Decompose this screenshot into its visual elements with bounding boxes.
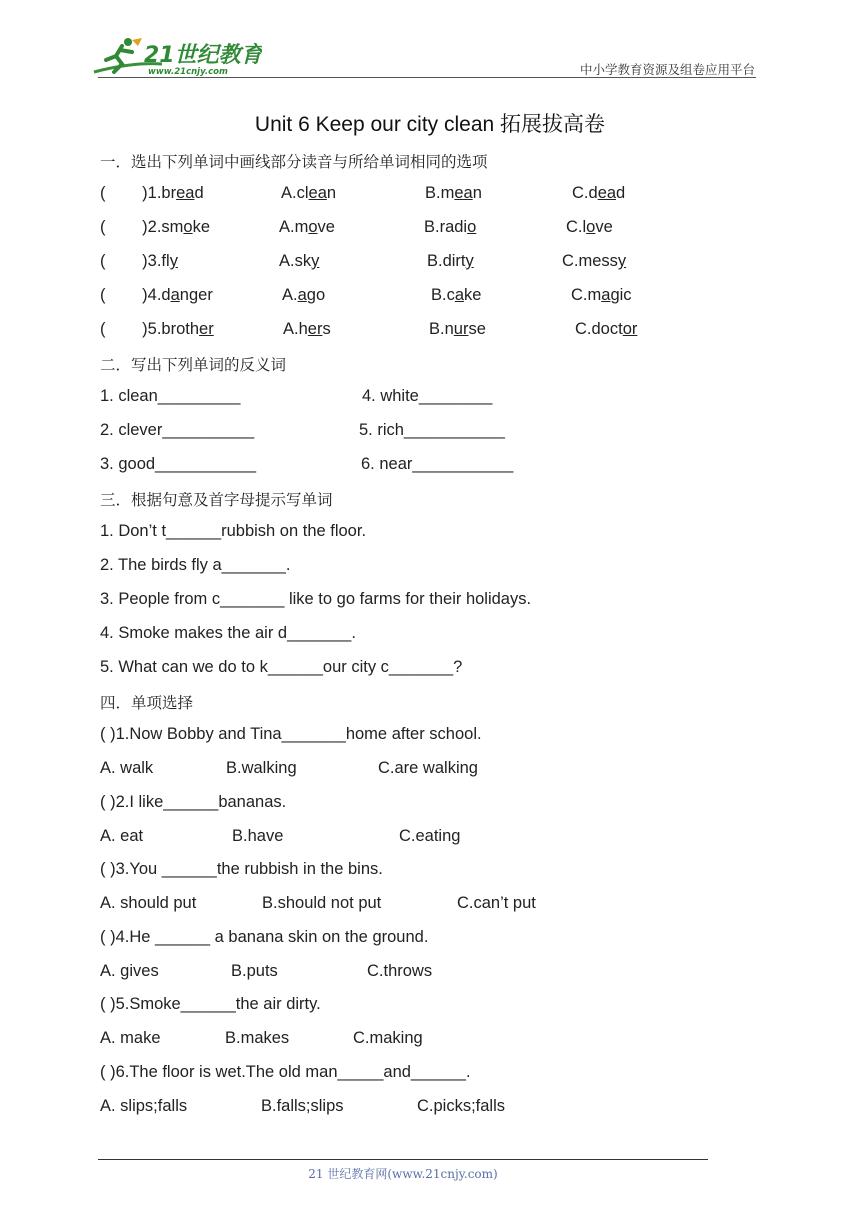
mc-option: A. slips;falls bbox=[100, 1097, 188, 1115]
underlined-letters: o bbox=[586, 218, 596, 236]
mc-option: C.are walking bbox=[378, 759, 478, 777]
underlined-letters: or bbox=[622, 320, 638, 338]
mc-options-row bbox=[0, 962, 860, 986]
fill-in-sentence: 1. Don’t t______rubbish on the floor. bbox=[100, 522, 367, 540]
mc-option: A. eat bbox=[100, 826, 144, 845]
fill-in-sentence: 3. People from c_______ like to go farms for their holidays. bbox=[100, 590, 532, 608]
phonics-option bbox=[429, 320, 486, 339]
word-part: C.mess bbox=[562, 252, 618, 270]
mc-question-row bbox=[0, 725, 860, 749]
fill-in-sentence: 2. The birds fly a_______. bbox=[100, 556, 291, 574]
phonics-row bbox=[0, 252, 860, 276]
phonics-option bbox=[279, 218, 335, 237]
mc-question: ( )6.The floor is wet.The old man_____and______. bbox=[100, 1063, 471, 1081]
word-part: go bbox=[306, 286, 326, 304]
underlined-letters: a bbox=[170, 286, 180, 304]
word-part: ( )3.fl bbox=[100, 252, 170, 270]
word-part: nger bbox=[179, 286, 213, 304]
phonics-question bbox=[100, 184, 204, 203]
fill-in-row bbox=[0, 522, 860, 546]
phonics-row bbox=[0, 184, 860, 208]
antonym-row bbox=[0, 455, 860, 479]
section-heading-4: 四．单项选择 bbox=[100, 694, 194, 712]
phonics-option bbox=[575, 320, 637, 339]
word-part: A.h bbox=[283, 320, 308, 338]
footer-divider bbox=[98, 1159, 708, 1160]
word-part: C.doct bbox=[575, 320, 623, 338]
underlined-letters: o bbox=[308, 218, 318, 236]
mc-options-row bbox=[0, 1097, 860, 1121]
underlined-letters: y bbox=[617, 252, 627, 270]
word-part: d bbox=[194, 184, 204, 202]
underlined-letters: a bbox=[297, 286, 307, 304]
mc-option: A. gives bbox=[100, 961, 159, 980]
antonym-row bbox=[0, 387, 860, 411]
underlined-letters: y bbox=[169, 252, 178, 270]
footer-text: 21 世纪教育网(www.21cnjy.com) bbox=[308, 1167, 498, 1181]
page-title: Unit 6 Keep our city clean 拓展拔高卷 bbox=[254, 113, 606, 136]
phonics-row bbox=[0, 218, 860, 242]
phonics-option bbox=[572, 184, 625, 203]
mc-option: B.have bbox=[232, 826, 284, 845]
fill-in-sentence: 5. What can we do to k______our city c_______? bbox=[100, 658, 463, 676]
underlined-letters: er bbox=[307, 320, 323, 338]
word-part: s bbox=[322, 320, 331, 338]
section-heading-3: 三．根据句意及首字母提示写单词 bbox=[100, 491, 333, 509]
phonics-row bbox=[0, 286, 860, 310]
word-part: ke bbox=[464, 286, 482, 304]
phonics-question bbox=[100, 320, 214, 339]
word-part: ve bbox=[595, 218, 613, 236]
word-part: ( )2.sm bbox=[100, 218, 184, 236]
phonics-option bbox=[282, 286, 325, 305]
word-part: se bbox=[468, 320, 486, 338]
phonics-option bbox=[424, 218, 476, 237]
mc-question-row bbox=[0, 860, 860, 884]
mc-options-row bbox=[0, 1029, 860, 1053]
underlined-letters: y bbox=[311, 252, 320, 270]
antonym-item: 6. near___________ bbox=[361, 455, 514, 473]
word-part: n bbox=[326, 184, 337, 202]
antonym-item: 5. rich___________ bbox=[359, 421, 505, 439]
underlined-letters: a bbox=[601, 286, 611, 304]
phonics-option bbox=[431, 286, 481, 305]
fill-in-row bbox=[0, 624, 860, 648]
word-part: n bbox=[472, 184, 482, 202]
phonics-option bbox=[283, 320, 331, 339]
phonics-option bbox=[427, 252, 474, 271]
antonym-item: 2. clever__________ bbox=[100, 421, 255, 439]
word-part: gic bbox=[610, 286, 632, 304]
fill-in-row bbox=[0, 658, 860, 682]
mc-option: B.falls;slips bbox=[261, 1097, 344, 1115]
mc-option: A. should put bbox=[100, 894, 197, 913]
mc-question-row bbox=[0, 1063, 860, 1087]
mc-option: B.walking bbox=[226, 759, 297, 777]
word-part: A.m bbox=[279, 218, 309, 236]
mc-question: ( )2.I like______bananas. bbox=[100, 792, 287, 811]
word-part: C.l bbox=[566, 218, 587, 236]
word-part: B.m bbox=[425, 184, 455, 202]
underlined-letters: ea bbox=[308, 184, 327, 202]
underlined-letters: ea bbox=[176, 184, 195, 202]
phonics-question bbox=[100, 252, 178, 271]
phonics-option bbox=[571, 286, 632, 305]
header-platform-text: 中小学教育资源及组卷应用平台 bbox=[579, 62, 755, 77]
phonics-option bbox=[425, 184, 482, 203]
antonym-item: 4. white________ bbox=[362, 387, 493, 405]
header-divider bbox=[98, 77, 756, 78]
mc-option: A. walk bbox=[100, 759, 154, 777]
phonics-option bbox=[566, 218, 613, 237]
word-part: A.sk bbox=[279, 252, 312, 270]
word-part: ( )1.br bbox=[100, 184, 177, 202]
logo-url: www.21cnjy.com bbox=[148, 67, 228, 77]
phonics-question bbox=[100, 286, 213, 305]
fill-in-row bbox=[0, 590, 860, 614]
word-part: C.d bbox=[572, 184, 598, 202]
mc-options-row bbox=[0, 827, 860, 851]
word-part: ( )4.d bbox=[100, 286, 171, 304]
section-heading-1: 一．选出下列单词中画线部分读音与所给单词相同的选项 bbox=[100, 153, 488, 171]
underlined-letters: o bbox=[183, 218, 193, 236]
underlined-letters: a bbox=[454, 286, 465, 304]
mc-option: A. make bbox=[100, 1029, 161, 1048]
mc-question: ( )3.You ______the rubbish in the bins. bbox=[100, 860, 383, 879]
word-part: ke bbox=[192, 218, 211, 236]
section-heading-2: 二．写出下列单词的反义词 bbox=[100, 356, 287, 374]
word-part: B.dirt bbox=[427, 252, 466, 270]
underlined-letters: ea bbox=[454, 184, 473, 202]
site-logo bbox=[92, 34, 262, 78]
antonym-item: 1. clean_________ bbox=[100, 387, 241, 405]
mc-options-row bbox=[0, 894, 860, 918]
word-part: d bbox=[616, 184, 626, 202]
word-part: ( )5.broth bbox=[100, 320, 200, 338]
word-part: B.n bbox=[429, 320, 454, 338]
fill-in-sentence: 4. Smoke makes the air d_______. bbox=[100, 624, 356, 642]
word-part: A. bbox=[282, 286, 298, 304]
word-part: C.m bbox=[571, 286, 602, 304]
mc-option: B.makes bbox=[225, 1029, 290, 1048]
logo-text: 21世纪教育 bbox=[144, 43, 262, 68]
antonym-row bbox=[0, 421, 860, 445]
mc-question-row bbox=[0, 995, 860, 1019]
mc-question: ( )1.Now Bobby and Tina_______home after school. bbox=[100, 725, 482, 743]
word-part: ve bbox=[317, 218, 335, 236]
mc-option: B.should not put bbox=[262, 894, 382, 913]
word-part: B.c bbox=[431, 286, 455, 304]
underlined-letters: er bbox=[199, 320, 214, 338]
mc-option: C.can’t put bbox=[457, 894, 536, 913]
mc-question: ( )4.He ______ a banana skin on the ground. bbox=[100, 927, 429, 946]
mc-option: C.throws bbox=[367, 961, 433, 980]
mc-option: C.picks;falls bbox=[417, 1097, 506, 1115]
word-part: A.cl bbox=[281, 184, 309, 202]
mc-options-row bbox=[0, 759, 860, 783]
phonics-row bbox=[0, 320, 860, 344]
mc-option: B.puts bbox=[231, 961, 278, 980]
mc-question-row bbox=[0, 928, 860, 952]
mc-option: C.eating bbox=[399, 826, 461, 845]
underlined-letters: o bbox=[467, 218, 477, 236]
fill-in-row bbox=[0, 556, 860, 580]
underlined-letters: y bbox=[465, 252, 474, 270]
underlined-letters: ur bbox=[453, 320, 469, 338]
underlined-letters: ea bbox=[597, 184, 617, 202]
phonics-option bbox=[279, 252, 319, 271]
mc-option: C.making bbox=[353, 1029, 423, 1048]
phonics-option bbox=[562, 252, 626, 271]
mc-question-row bbox=[0, 793, 860, 817]
word-part: B.radi bbox=[424, 218, 468, 236]
mc-question: ( )5.Smoke______the air dirty. bbox=[100, 995, 321, 1014]
phonics-question bbox=[100, 218, 210, 237]
phonics-option bbox=[281, 184, 336, 203]
antonym-item: 3. good___________ bbox=[100, 455, 256, 473]
